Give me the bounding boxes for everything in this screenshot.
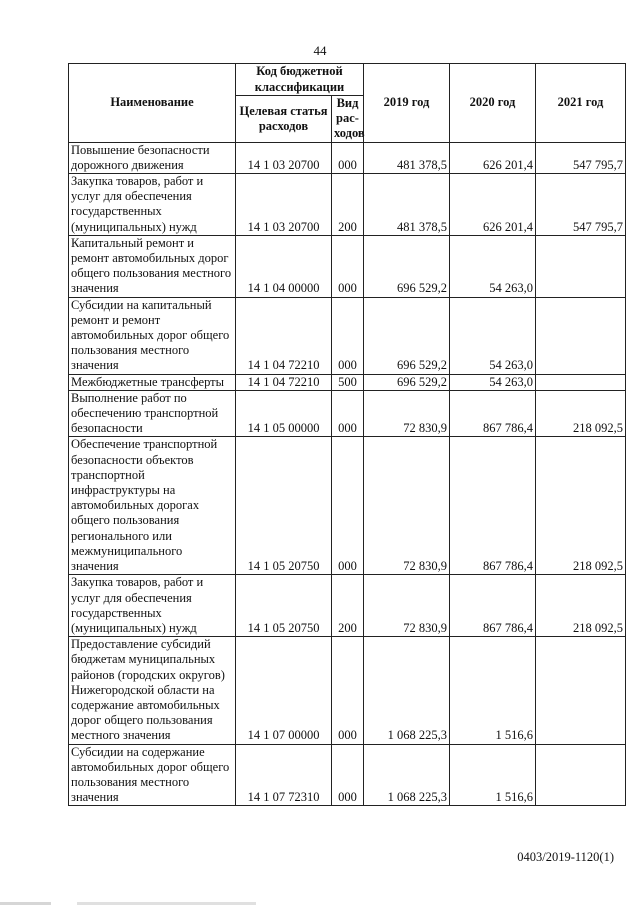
cell-v2020: 1 516,6 xyxy=(450,637,536,744)
cell-name: Повышение безопасности дорожного движения xyxy=(69,142,236,173)
cell-code: 14 1 03 20700 xyxy=(236,174,332,236)
cell-vid: 000 xyxy=(332,390,364,437)
cell-v2020: 867 786,4 xyxy=(450,390,536,437)
table-row xyxy=(69,374,626,390)
cell-v2020: 867 786,4 xyxy=(450,575,536,637)
budget-table xyxy=(68,63,626,806)
table-row xyxy=(69,235,626,297)
page-number: 44 xyxy=(313,43,327,58)
table-row xyxy=(69,390,626,437)
cell-code: 14 1 07 72310 xyxy=(236,744,332,806)
header-name: Наименование xyxy=(69,64,236,143)
cell-name: Закупка товаров, работ и услуг для обеспечения государственных (муниципальных) нужд xyxy=(69,174,236,236)
cell-code: 14 1 03 20700 xyxy=(236,142,332,173)
cell-name: Субсидии на содержание автомобильных дорог общего пользования местного значения xyxy=(69,744,236,806)
cell-v2020: 54 263,0 xyxy=(450,297,536,374)
cell-v2020: 54 263,0 xyxy=(450,374,536,390)
cell-name: Предоставление субсидий бюджетам муниципальных районов (городских округов) Нижегородской области на содержание автомобильных дорог общего пользования местного значения xyxy=(69,637,236,744)
header-2021: 2021 год xyxy=(536,64,626,143)
header-target-article: Целевая статья расходов xyxy=(236,96,332,143)
header-2020: 2020 год xyxy=(450,64,536,143)
cell-v2019: 481 378,5 xyxy=(364,142,450,173)
header-expense-type: Вид рас-ходов xyxy=(332,96,364,143)
cell-v2020: 626 201,4 xyxy=(450,174,536,236)
cell-vid: 000 xyxy=(332,744,364,806)
cell-name: Выполнение работ по обеспечению транспортной безопасности xyxy=(69,390,236,437)
cell-v2021 xyxy=(536,637,626,744)
table-row xyxy=(69,637,626,744)
cell-code: 14 1 05 20750 xyxy=(236,575,332,637)
cell-name: Межбюджетные трансферты xyxy=(69,374,236,390)
cell-v2021 xyxy=(536,235,626,297)
cell-name: Обеспечение транспортной безопасности объектов транспортной инфраструктуры на автомобильных дорогах общего пользования регионального или межмуниципального значения xyxy=(69,437,236,575)
cell-v2019: 1 068 225,3 xyxy=(364,637,450,744)
cell-code: 14 1 07 00000 xyxy=(236,637,332,744)
cell-vid: 000 xyxy=(332,637,364,744)
cell-v2021: 547 795,7 xyxy=(536,142,626,173)
header-budget-code: Код бюджетной классификации xyxy=(236,64,364,96)
cell-v2019: 72 830,9 xyxy=(364,437,450,575)
cell-name: Закупка товаров, работ и услуг для обеспечения государственных (муниципальных) нужд xyxy=(69,575,236,637)
cell-v2021: 218 092,5 xyxy=(536,437,626,575)
cell-v2019: 1 068 225,3 xyxy=(364,744,450,806)
cell-code: 14 1 05 20750 xyxy=(236,437,332,575)
cell-vid: 200 xyxy=(332,174,364,236)
table-row xyxy=(69,297,626,374)
table-row xyxy=(69,174,626,236)
cell-v2019: 696 529,2 xyxy=(364,235,450,297)
cell-v2021 xyxy=(536,744,626,806)
cell-v2020: 867 786,4 xyxy=(450,437,536,575)
cell-vid: 500 xyxy=(332,374,364,390)
cell-v2019: 696 529,2 xyxy=(364,374,450,390)
cell-code: 14 1 04 00000 xyxy=(236,235,332,297)
cell-v2019: 72 830,9 xyxy=(364,390,450,437)
cell-v2020: 626 201,4 xyxy=(450,142,536,173)
cell-vid: 000 xyxy=(332,297,364,374)
cell-name: Субсидии на капитальный ремонт и ремонт автомобильных дорог общего пользования местного значения xyxy=(69,297,236,374)
cell-v2021 xyxy=(536,297,626,374)
cell-name: Капитальный ремонт и ремонт автомобильных дорог общего пользования местного значения xyxy=(69,235,236,297)
header-2019: 2019 год xyxy=(364,64,450,143)
document-id: 0403/2019-1120(1) xyxy=(517,850,614,864)
table-row xyxy=(69,575,626,637)
cell-vid: 000 xyxy=(332,142,364,173)
table-row xyxy=(69,142,626,173)
cell-code: 14 1 04 72210 xyxy=(236,374,332,390)
cell-code: 14 1 05 00000 xyxy=(236,390,332,437)
cell-v2021: 218 092,5 xyxy=(536,575,626,637)
cell-v2020: 1 516,6 xyxy=(450,744,536,806)
cell-v2019: 696 529,2 xyxy=(364,297,450,374)
cell-v2019: 481 378,5 xyxy=(364,174,450,236)
cell-v2021: 218 092,5 xyxy=(536,390,626,437)
cell-v2020: 54 263,0 xyxy=(450,235,536,297)
cell-v2021 xyxy=(536,374,626,390)
cell-code: 14 1 04 72210 xyxy=(236,297,332,374)
table-row xyxy=(69,744,626,806)
cell-v2019: 72 830,9 xyxy=(364,575,450,637)
table-row xyxy=(69,437,626,575)
cell-v2021: 547 795,7 xyxy=(536,174,626,236)
cell-vid: 200 xyxy=(332,575,364,637)
cell-vid: 000 xyxy=(332,437,364,575)
cell-vid: 000 xyxy=(332,235,364,297)
